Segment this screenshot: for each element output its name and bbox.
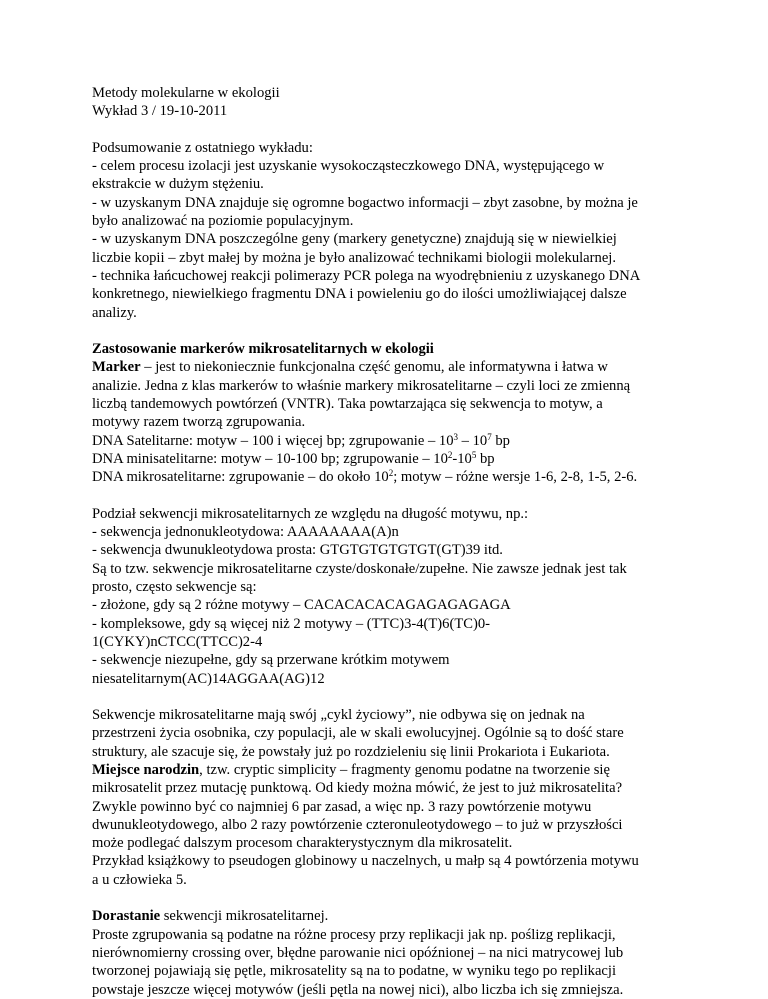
growth-line: powstaje jeszcze więcej motywów (jeśli pętla na nowej nici), albo liczba ich się zmniejsza. xyxy=(92,981,624,998)
header-block xyxy=(92,84,728,121)
marker-definition-line xyxy=(92,358,728,376)
satellite-text: DNA Satelitarne: motyw – 100 i więcej bp; zgrupowanie – 10 xyxy=(92,432,454,449)
growth-term: Dorastanie xyxy=(92,908,161,925)
exponent: 7 xyxy=(487,431,492,442)
summary-line: - technika łańcuchowej reakcji polimerazy PCR polega na wyodrębnieniu z uzyskanego DNA xyxy=(92,267,641,284)
birth-place-line xyxy=(92,761,728,779)
birth-place-term: Miejsce narodzin xyxy=(92,761,200,778)
lifecycle-line: Sekwencje mikrosatelitarne mają swój „cykl życiowy”, nie odbywa się on jednak na xyxy=(92,707,585,724)
lifecycle-line: struktury, ale szacuje się, że powstały już po rozdzieleniu się linii Prokariota i Eukariota. xyxy=(92,743,610,760)
satellite-dna-line xyxy=(92,432,728,450)
division-line: Podział sekwencji mikrosatelitarnych ze względu na długość motywu, np.: xyxy=(92,505,529,522)
exponent: 5 xyxy=(471,449,477,460)
lifecycle-line: dwunukleotydowego, albo 2 razy powtórzenie czteronuleotydowego – to już w przyszłości xyxy=(92,816,623,833)
summary-line: było analizować na poziomie populacyjnym. xyxy=(92,213,354,230)
markers-line: analizie. Jedna z klas markerów to właśnie markery mikrosatelitarne – czyli loci ze zmienną xyxy=(92,377,631,394)
microsatellite-text: DNA mikrosatelitarne: zgrupowanie – do około 10 xyxy=(92,469,389,486)
summary-line: liczbie kopii – zbyt małej by można je było analizować technikami biologii molekularnej. xyxy=(92,249,616,266)
division-line: - złożone, gdy są 2 różne motywy – CACACACACAGAGAGAGAGA xyxy=(92,597,511,614)
summary-line: ekstrakcie w dużym stężeniu. xyxy=(92,176,264,193)
division-section xyxy=(92,505,728,688)
exponent: 2 xyxy=(447,449,453,460)
document-title: Metody molekularne w ekologii xyxy=(92,85,280,101)
minisatellite-text: DNA minisatelitarne: motyw – 10-100 bp; zgrupowanie – 10 xyxy=(92,450,448,467)
lifecycle-line: Zwykle powinno być co najmniej 6 par zasad, a więc np. 3 razy powtórzenie motywu xyxy=(92,798,592,815)
summary-section xyxy=(92,139,728,322)
birth-place-text: , tzw. cryptic simplicity – fragmenty genomu podatne na tworzenie się xyxy=(199,761,610,778)
exponent: 3 xyxy=(453,431,459,442)
division-line: niesatelitarnym(AC)14AGGAA(AG)12 xyxy=(92,670,325,687)
satellite-text: – 10 xyxy=(458,432,488,449)
division-line: - kompleksowe, gdy są więcej niż 2 motywy – (TTC)3-4(T)6(TC)0- xyxy=(92,615,490,632)
division-line: Są to tzw. sekwencje mikrosatelitarne czyste/doskonałe/zupełne. Nie zawsze jednak jest tak xyxy=(92,560,627,577)
summary-line: konkretnego, niewielkiego fragmentu DNA i powieleniu go do ilości umożliwiającej dalsze xyxy=(92,286,627,303)
summary-line: - w uzyskanym DNA znajduje się ogromne bogactwo informacji – zbyt zasobne, by można je xyxy=(92,194,638,211)
lecture-info: Wykład 3 / 19-10-2011 xyxy=(92,103,228,120)
microsatellite-dna-line xyxy=(92,468,728,486)
minisatellite-text: -10 xyxy=(452,450,472,467)
marker-definition-text: – jest to niekoniecznie funkcjonalna część genomu, ale informatywna i łatwa w xyxy=(140,359,608,376)
minisatellite-dna-line xyxy=(92,450,728,468)
summary-line: - celem procesu izolacji jest uzyskanie wysokocząsteczkowego DNA, występującego w xyxy=(92,158,605,175)
lifecycle-line: może podlegać dalszym procesom charakterystycznym dla mikrosatelit. xyxy=(92,835,513,852)
lifecycle-line: mikrosatelit przez mutację punktową. Od kiedy można mówić, że jest to już mikrosatelita? xyxy=(92,780,623,797)
growth-heading-line xyxy=(92,907,728,925)
marker-term: Marker xyxy=(92,359,141,376)
growth-section xyxy=(92,907,728,998)
markers-line: liczbą tandemowych powtórzeń (VNTR). Taka powtarzająca się sekwencja to motyw, a xyxy=(92,396,603,413)
growth-line: tworzonej pojawiają się pętle, mikrosatelity są na to podatne, w wyniku tego po replikacji xyxy=(92,963,617,980)
microsatellite-text: ; motyw – różne wersje 1-6, 2-8, 1-5, 2-6. xyxy=(393,469,638,486)
growth-line: nierównomierny crossing over, błędne parowanie nici opóźnionej – na nici matrycowej lub xyxy=(92,944,624,961)
minisatellite-text: bp xyxy=(476,450,495,467)
markers-heading: Zastosowanie markerów mikrosatelitarnych w ekologii xyxy=(92,341,434,358)
exponent: 2 xyxy=(388,468,394,479)
markers-section xyxy=(92,340,728,486)
growth-line: Proste zgrupowania są podatne na różne procesy przy replikacji jak np. poślizg replikacji, xyxy=(92,926,616,943)
division-line: - sekwencja dwunukleotydowa prosta: GTGTGTGTGTGT(GT)39 itd. xyxy=(92,542,503,559)
division-line: 1(CYKY)nCTCC(TTCC)2-4 xyxy=(92,633,263,650)
division-line: prosto, często sekwencje są: xyxy=(92,579,257,596)
lifecycle-line: Przykład książkowy to pseudogen globinowy u naczelnych, u małp są 4 powtórzenia motywu xyxy=(92,853,639,870)
summary-line: - w uzyskanym DNA poszczególne geny (markery genetyczne) znajdują się w niewielkiej xyxy=(92,231,617,248)
satellite-text: bp xyxy=(491,432,510,449)
growth-heading-text: sekwencji mikrosatelitarnej. xyxy=(160,908,329,925)
division-line: - sekwencje niezupełne, gdy są przerwane krótkim motywem xyxy=(92,652,450,669)
lifecycle-section xyxy=(92,706,728,889)
division-line: - sekwencja jednonukleotydowa: AAAAAAAA(A)n xyxy=(92,524,399,541)
lifecycle-line: przestrzeni życia osobnika, czy populacji, ale w skali ewolucyjnej. Ogólnie są to dość stare xyxy=(92,725,624,742)
summary-line: Podsumowanie z ostatniego wykładu: xyxy=(92,139,313,156)
summary-line: analizy. xyxy=(92,304,137,321)
section-heading xyxy=(92,340,728,358)
markers-line: motywy razem tworzą zgrupowania. xyxy=(92,414,306,431)
lifecycle-line: a u człowieka 5. xyxy=(92,871,187,888)
